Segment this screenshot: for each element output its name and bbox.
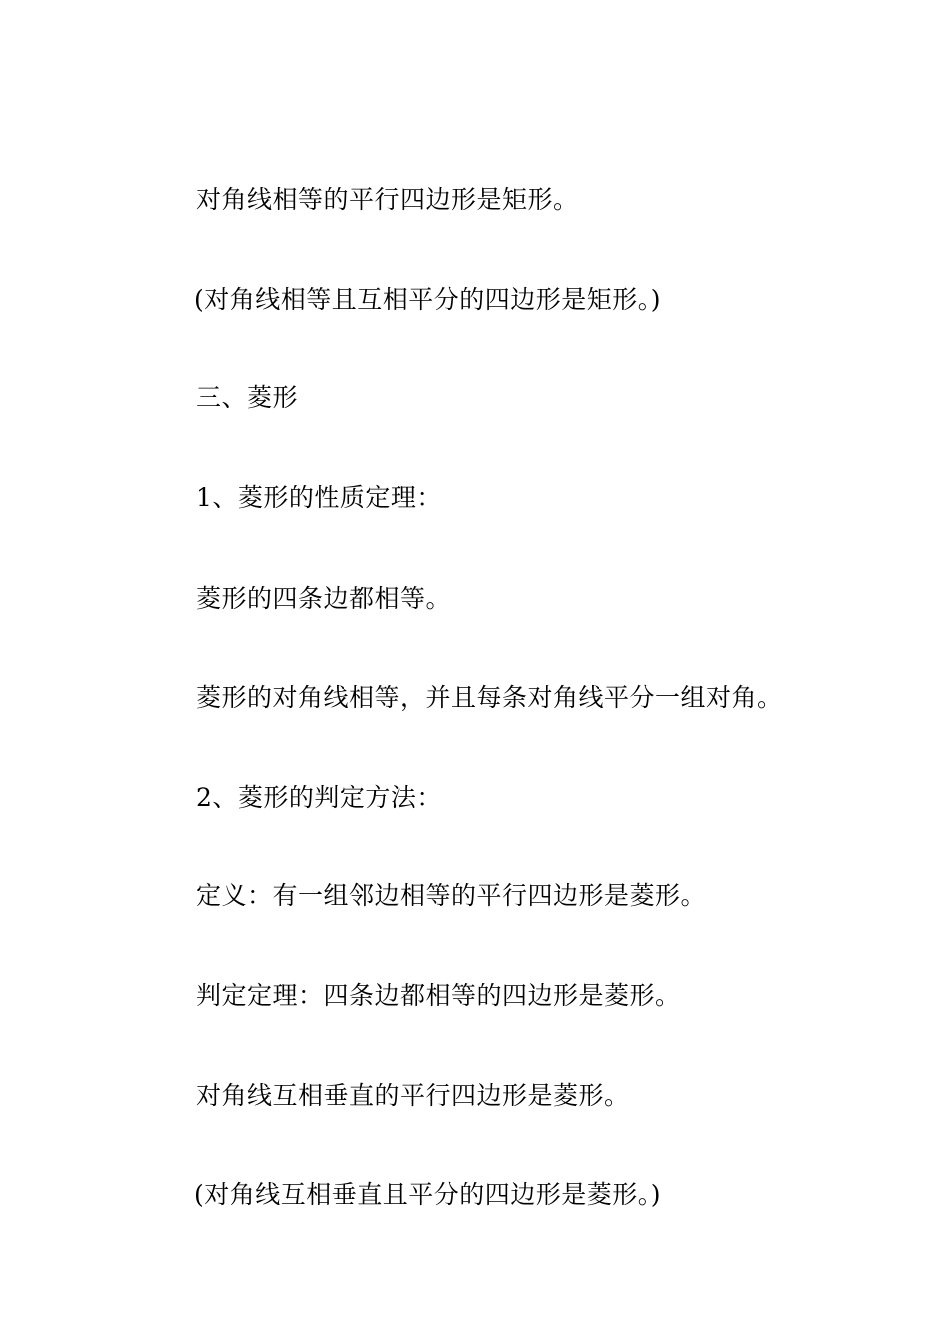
paragraph-rectangle-note: (对角线相等且互相平分的四边形是矩形。) [194, 285, 662, 314]
section-heading-rhombus: 三、菱形 [196, 383, 299, 412]
paragraph-rhombus-diagonal-criterion: 对角线互相垂直的平行四边形是菱形。 [196, 1081, 630, 1110]
paragraph-rectangle-diagonal-criterion: 对角线相等的平行四边形是矩形。 [196, 185, 579, 214]
paragraph-rhombus-theorem: 判定定理：四条边都相等的四边形是菱形。 [196, 981, 681, 1010]
paragraph-rhombus-definition: 定义：有一组邻边相等的平行四边形是菱形。 [196, 881, 707, 910]
subheading-rhombus-properties: 1、菱形的性质定理： [196, 483, 442, 512]
paragraph-rhombus-sides: 菱形的四条边都相等。 [196, 584, 452, 613]
subheading-rhombus-criteria: 2、菱形的判定方法： [196, 783, 442, 812]
paragraph-rhombus-diagonals: 菱形的对角线相等，并且每条对角线平分一组对角。 [196, 683, 783, 712]
paragraph-rhombus-note: (对角线互相垂直且平分的四边形是菱形。) [194, 1180, 662, 1209]
